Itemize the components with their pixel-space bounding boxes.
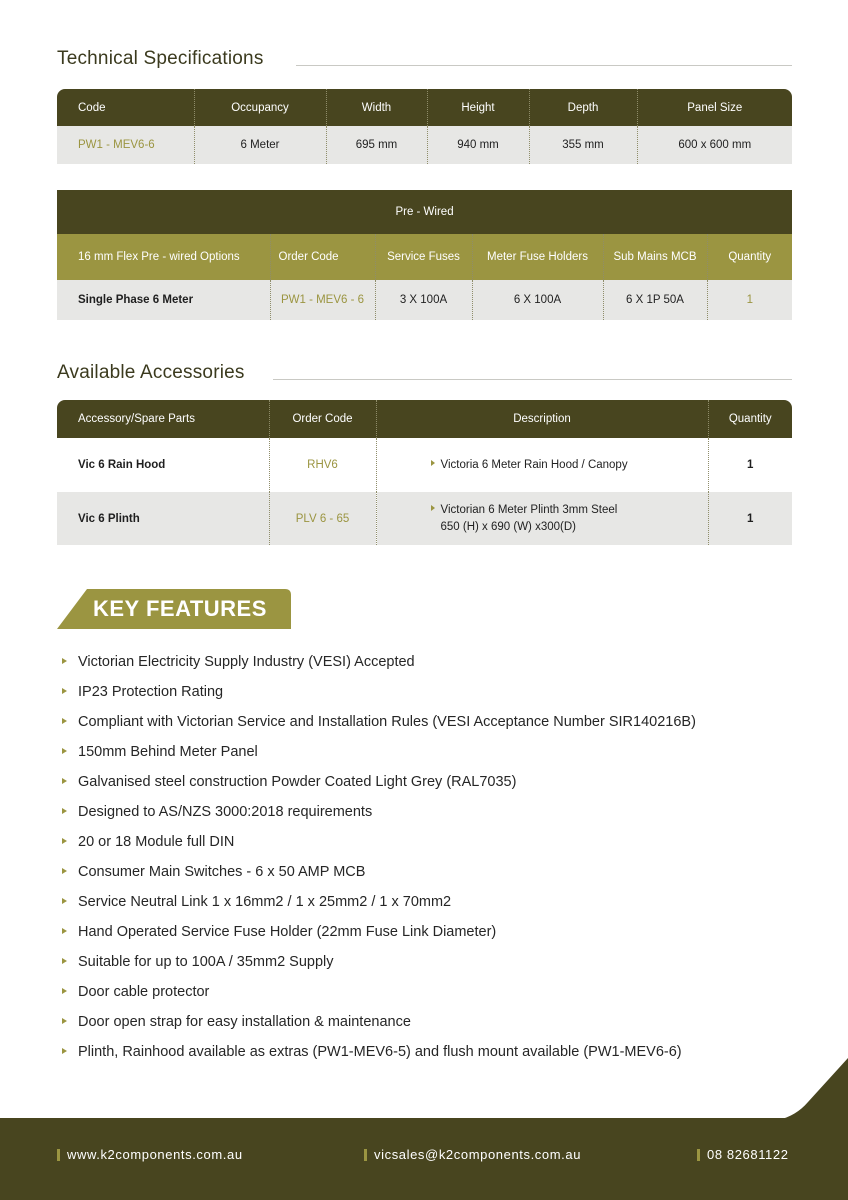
prewired-option: Single Phase 6 Meter [57, 280, 270, 320]
list-item [62, 737, 696, 767]
email-link[interactable]: vicsales@k2components.com.au [374, 1147, 582, 1162]
bullet-triangle-icon [62, 988, 67, 994]
list-item [62, 947, 696, 977]
feature-text: 150mm Behind Meter Panel [78, 744, 258, 760]
feature-text: 20 or 18 Module full DIN [78, 834, 235, 850]
bullet-triangle-icon [62, 928, 67, 934]
feature-text: Compliant with Victorian Service and Installation Rules (VESI Acceptance Number SIR140216B) [78, 714, 696, 730]
accessories-rule [273, 379, 792, 380]
footer-email[interactable] [364, 1147, 581, 1162]
feature-text: Suitable for up to 100A / 35mm2 Supply [78, 954, 334, 970]
accessory-quantity: 1 [708, 438, 792, 492]
list-item [62, 977, 696, 1007]
bullet-triangle-icon [62, 778, 67, 784]
prewired-order-code: PW1 - MEV6 - 6 [270, 280, 375, 320]
prewired-sub-mains-mcb: 6 X 1P 50A [603, 280, 707, 320]
list-item [62, 707, 696, 737]
spec-depth: 355 mm [529, 126, 637, 164]
header-order-code: Order Code [270, 234, 375, 280]
feature-text: Plinth, Rainhood available as extras (PW1-MEV6-5) and flush mount available (PW1-MEV6-6) [78, 1044, 682, 1060]
bullet-triangle-icon [431, 460, 435, 466]
prewired-table [57, 190, 792, 320]
feature-text: IP23 Protection Rating [78, 684, 224, 700]
list-item [62, 767, 696, 797]
header-meter-fuse-holders: Meter Fuse Holders [472, 234, 603, 280]
accessory-part: Vic 6 Rain Hood [57, 438, 269, 492]
list-item [62, 647, 696, 677]
tech-specs-rule [296, 65, 792, 66]
header-depth: Depth [529, 89, 637, 126]
accessory-quantity: 1 [708, 492, 792, 545]
phone-link[interactable]: 08 82681122 [707, 1147, 789, 1162]
feature-text: Victorian Electricity Supply Industry (VESI) Accepted [78, 654, 415, 670]
bullet-triangle-icon [62, 718, 67, 724]
feature-text: Door open strap for easy installation & maintenance [78, 1014, 411, 1030]
accessory-description [376, 492, 708, 545]
key-features-title: KEY FEATURES [93, 596, 267, 621]
list-item [62, 1007, 696, 1037]
bullet-triangle-icon [62, 808, 67, 814]
website-link[interactable]: www.k2components.com.au [67, 1147, 243, 1162]
feature-text: Hand Operated Service Fuse Holder (22mm Fuse Link Diameter) [78, 924, 497, 940]
bullet-triangle-icon [62, 748, 67, 754]
tech-specs-header-row [57, 89, 792, 126]
header-panel-size: Panel Size [637, 89, 792, 126]
prewired-title-row [57, 190, 792, 234]
header-width: Width [326, 89, 427, 126]
list-item [62, 917, 696, 947]
footer-accent-bar [697, 1149, 700, 1161]
header-quantity: Quantity [707, 234, 792, 280]
accessory-part: Vic 6 Plinth [57, 492, 269, 545]
table-row [57, 280, 792, 320]
prewired-title: Pre - Wired [57, 190, 792, 234]
bullet-triangle-icon [62, 838, 67, 844]
header-order-code: Order Code [269, 400, 376, 438]
prewired-quantity: 1 [707, 280, 792, 320]
list-item [62, 1037, 696, 1067]
table-row [57, 492, 792, 545]
list-item [62, 677, 696, 707]
description-line-1: Victoria 6 Meter Rain Hood / Canopy [440, 458, 628, 471]
header-accessory: Accessory/Spare Parts [57, 400, 269, 438]
header-description: Description [376, 400, 708, 438]
feature-text: Designed to AS/NZS 3000:2018 requirements [78, 804, 373, 820]
footer-phone[interactable] [697, 1147, 789, 1162]
accessory-code: PLV 6 - 65 [269, 492, 376, 545]
bullet-triangle-icon [62, 898, 67, 904]
bullet-triangle-icon [62, 658, 67, 664]
prewired-header-row [57, 234, 792, 280]
bullet-triangle-icon [431, 505, 435, 511]
spec-width: 695 mm [326, 126, 427, 164]
key-features-list [62, 647, 696, 1067]
bullet-triangle-icon [62, 1018, 67, 1024]
feature-text: Consumer Main Switches - 6 x 50 AMP MCB [78, 864, 366, 880]
header-sub-mains-mcb: Sub Mains MCB [603, 234, 707, 280]
list-item [62, 827, 696, 857]
list-item [62, 887, 696, 917]
bullet-triangle-icon [62, 688, 67, 694]
header-options: 16 mm Flex Pre - wired Options [57, 234, 270, 280]
header-height: Height [427, 89, 529, 126]
footer-accent-bar [364, 1149, 367, 1161]
prewired-meter-fuse-holders: 6 X 100A [472, 280, 603, 320]
list-item [62, 857, 696, 887]
accessories-header-row [57, 400, 792, 438]
table-row [57, 126, 792, 164]
feature-text: Service Neutral Link 1 x 16mm2 / 1 x 25mm2 / 1 x 70mm2 [78, 894, 452, 910]
table-row [57, 438, 792, 492]
list-item [62, 797, 696, 827]
description-line-1: Victorian 6 Meter Plinth 3mm Steel [440, 503, 618, 516]
tech-specs-table [57, 89, 792, 164]
accessory-code: RHV6 [269, 438, 376, 492]
spec-occupancy: 6 Meter [194, 126, 326, 164]
accessories-table [57, 400, 792, 545]
feature-text: Galvanised steel construction Powder Coated Light Grey (RAL7035) [78, 774, 517, 790]
bullet-triangle-icon [62, 958, 67, 964]
header-occupancy: Occupancy [194, 89, 326, 126]
tech-specs-title: Technical Specifications [57, 48, 264, 69]
header-service-fuses: Service Fuses [375, 234, 472, 280]
prewired-service-fuses: 3 X 100A [375, 280, 472, 320]
spec-height: 940 mm [427, 126, 529, 164]
accessories-title: Available Accessories [57, 362, 245, 383]
footer-accent-bar [57, 1149, 60, 1161]
description-line-2: 650 (H) x 690 (W) x300(D) [440, 520, 576, 533]
bullet-triangle-icon [62, 868, 67, 874]
header-code: Code [57, 89, 194, 126]
bullet-triangle-icon [62, 1048, 67, 1054]
spec-panel-size: 600 x 600 mm [637, 126, 792, 164]
accessory-description [376, 438, 708, 492]
feature-text: Door cable protector [78, 984, 210, 1000]
header-quantity: Quantity [708, 400, 792, 438]
corner-accent [778, 1058, 848, 1120]
footer-website[interactable] [57, 1147, 243, 1162]
spec-code: PW1 - MEV6-6 [57, 126, 194, 164]
